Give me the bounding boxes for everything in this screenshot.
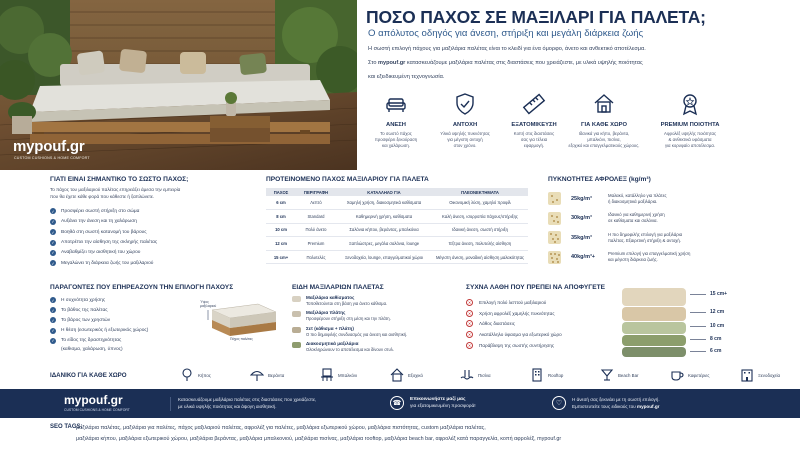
- building-icon: [530, 368, 544, 382]
- x-circle-icon: ✕: [467, 331, 472, 337]
- cushion-diagram: [200, 296, 280, 346]
- intro-line-3: και εξειδικευμένη τεχνογνωσία.: [368, 74, 445, 80]
- space-item: [250, 368, 308, 382]
- footer-text: Κατασκευάζουμε μαξιλάρια παλέτας στις διαστάσεις που χρειάζεστε,: [178, 397, 317, 402]
- table-cell: 10 cm: [266, 223, 296, 237]
- feature-desc: προσφέρει ξεκούραση: [374, 137, 418, 143]
- heart-icon: ♡: [552, 396, 566, 410]
- list-item: [466, 308, 626, 319]
- table-row: [266, 223, 528, 237]
- list-item-text: Βοηθά στη σωστή κατανομή του βάρους: [61, 229, 147, 235]
- types-list: [292, 295, 452, 353]
- feature-customization: [500, 92, 568, 150]
- table-cell: Ξαπλώστρες, μεγάλα σαλόνια, lounge: [336, 237, 432, 251]
- list-item-text: Λάθος διαστάσεις: [479, 321, 515, 327]
- space-label: Μπαλκόνι: [338, 372, 358, 378]
- footer-text-part: Εμπιστευτείτε τους ειδικούς του: [572, 404, 637, 409]
- list-item: [292, 295, 452, 306]
- pool-icon: [460, 368, 474, 382]
- cocktail-icon: [600, 368, 614, 382]
- stack-layer: [622, 347, 686, 357]
- list-item-text: Προσφέρει σωστή στήριξη στο σώμα: [61, 208, 140, 214]
- table-cell: Standard: [296, 210, 336, 224]
- table-cell: Έξτρα άνεση, πολυτελής αίσθηση: [432, 237, 528, 251]
- stack-layer: [622, 322, 686, 334]
- table-cell: Καθημερινή χρήση, καθίσματα: [336, 210, 432, 224]
- type-name: Διακοσμητικά μαξιλάρια: [306, 341, 359, 347]
- why-section: [50, 176, 250, 269]
- table-heading: ΠΡΟΤΕΙΝΟΜΕΝΟ ΠΑΧΟΣ ΜΑΞΙΛΑΡΙΟΥ ΓΙΑ ΠΑΛΕΤΑ: [266, 176, 429, 183]
- feature-desc: Αφρολέξ υψηλής ποιότητας: [663, 131, 717, 136]
- feature-title: ΕΞΑΤΟΜΙΚΕΥΣΗ: [511, 122, 557, 128]
- foam-desc: [608, 193, 667, 205]
- feature-title: ΓΙΑ ΚΑΘΕ ΧΩΡΟ: [581, 122, 627, 128]
- footer-text: Η άνεσή σας ξεκινάει με τη σωστή επιλογή.: [572, 397, 660, 402]
- feature-durability: [431, 92, 499, 150]
- type-desc: Ολοκληρώνουν το αποτέλεσμα και δίνουν στυλ.: [306, 347, 394, 353]
- table-cell: 6 cm: [266, 196, 296, 210]
- space-item: [320, 368, 378, 382]
- foam-row: [548, 189, 744, 209]
- list-item: [50, 217, 250, 227]
- mistakes-section: [466, 284, 626, 350]
- type-name: Μαξιλάρια καθίσματος: [306, 295, 355, 300]
- space-label: Ξενοδοχεία: [758, 372, 780, 378]
- seo-line: μαξιλάρια κήπου, μαξιλάρια εξωτερικού χώρου, μαξιλάρια βεράντας, μαξιλάρια μπαλκονιού, μαξιλάρια πισίνας, μαξιλάρια rooftop, μαξιλάρια beach bar, αφρολέξ κατά παραγγελία, κοπή αφρολέξ, mypouf.gr: [76, 436, 562, 442]
- type-desc: Τοποθετούνται στη βάση για άνετο κάθισμα.: [306, 301, 388, 306]
- feature-desc: Κοπή στις διαστάσεις: [513, 131, 555, 136]
- list-item-text: Ακατάλληλο ύφασμα για εξωτερικό χώρο: [479, 331, 562, 337]
- table-header-row: [266, 188, 528, 196]
- intro-brand: mypouf.gr: [378, 60, 406, 66]
- foam-desc: [608, 232, 682, 244]
- list-item-text: Η συχνότητα χρήσης: [61, 297, 106, 303]
- page-title: ΠΟΣΟ ΠΑΧΟΣ ΣΕ ΜΑΞΙΛΑΡΙ ΓΙΑ ΠΑΛΕΤΑ;: [366, 7, 706, 27]
- seat-cushion-icon: [292, 296, 301, 302]
- check-icon: ✓: [51, 317, 55, 323]
- spaces-row: [50, 368, 780, 388]
- tree-icon: [180, 368, 194, 382]
- foam-desc-line: Μαλακό, κατάλληλο για πλάτες: [608, 192, 667, 198]
- couch-icon: [384, 92, 408, 116]
- stack-layer: [622, 288, 686, 306]
- stack-label: 12 cm: [710, 309, 725, 315]
- feature-comfort: [362, 92, 430, 150]
- space-item: [740, 368, 798, 382]
- feature-desc: Ιδανικά για κήπο, βεράντα,: [578, 131, 630, 136]
- shield-check-icon: [453, 92, 477, 116]
- award-icon: [678, 92, 702, 116]
- table-row: [266, 250, 528, 264]
- types-section: [292, 284, 452, 357]
- space-label: Rooftop: [548, 372, 564, 378]
- foam-density-section: [548, 176, 744, 267]
- check-icon: ✓: [51, 260, 55, 266]
- foam-row: [548, 228, 744, 248]
- phone-icon: ☎: [390, 396, 404, 410]
- table-cell: Πολύ άνετο: [296, 223, 336, 237]
- table-cell: Ιδανική άνεση, σωστή στήριξη: [432, 223, 528, 237]
- foam-desc-line: Ιδανικό για καθημερινή χρήση: [608, 212, 665, 218]
- x-circle-icon: ✕: [467, 299, 472, 305]
- spaces-list: [180, 368, 798, 382]
- list-item: [466, 340, 626, 351]
- mistakes-heading: ΣΥΧΝΑ ΛΑΘΗ ΠΟΥ ΠΡΕΠΕΙ ΝΑ ΑΠΟΦΥΓΕΤΕ: [466, 284, 606, 291]
- space-item: [390, 368, 448, 382]
- seo-line: μαξιλάρια παλέτας, μαξιλάρια για παλέτες, πάχος μαξιλαριού παλέτας, αφρολέξ για παλέτες, μαξιλάρια εξωτερικού χώρου, μαξιλάρια πιστότητας, custom μαξιλάρια παλέτας,: [76, 425, 486, 431]
- space-item: [530, 368, 588, 382]
- table-header: ΠΛΕΟΝΕΚΤΗΜΑΤΑ: [432, 188, 528, 196]
- pallet-label: Πάχος παλέτας: [230, 337, 253, 341]
- footer-text: με υλικά υψηλής ποιότητας και άψογη αισθητική.: [178, 404, 277, 409]
- hero-brand: mypouf.gr: [13, 138, 85, 155]
- stack-layer: [622, 307, 686, 321]
- table-cell: 12 cm: [266, 237, 296, 251]
- list-item: [50, 206, 250, 216]
- list-item-extra: (καθισμα, χαλάρωση, ύπνος): [61, 347, 123, 353]
- back-cushion-icon: [292, 311, 301, 317]
- intro-line-1: Η σωστή επιλογή πάχους για μαξιλάρια παλέτας είναι το κλειδί για ένα όμορφο, άνετο και ανθεκτικό αποτέλεσμα.: [368, 46, 646, 52]
- space-item: [600, 368, 658, 382]
- hero-tagline: CUSTOM CUSHIONS & HOME COMFORT: [14, 156, 90, 160]
- x-circle-icon: ✕: [467, 342, 472, 348]
- thickness-table: [266, 188, 528, 264]
- list-item-text: Αποτρέπει την αίσθηση της σκληρής παλέτας: [61, 240, 158, 246]
- feature-title: PREMIUM ΠΟΙΟΤΗΤΑ: [660, 122, 720, 128]
- hotel-icon: [740, 368, 754, 382]
- balcony-icon: [320, 368, 334, 382]
- foam-desc-line: Η πιο δημοφιλής επιλογή για μαξιλάρια: [608, 231, 683, 237]
- footer-bar: [0, 389, 800, 418]
- check-icon: ✓: [51, 307, 55, 313]
- check-icon: ✓: [51, 240, 55, 246]
- types-heading: ΕΙΔΗ ΜΑΞΙΛΑΡΙΩΝ ΠΑΛΕΤΑΣ: [292, 284, 384, 291]
- seo-label: SEO TAGS:: [50, 424, 83, 430]
- space-label: Εξοχικό: [408, 372, 423, 378]
- foam-desc-line: σε καθίσματα και σαλόνια.: [608, 218, 658, 224]
- feature-title: ΑΝΕΣΗ: [386, 122, 406, 128]
- list-item: [292, 310, 452, 321]
- foam-value: 25kg/m³: [571, 195, 592, 202]
- foam-swatch-icon: [548, 231, 561, 244]
- type-desc: Προσφέρουν στήριξη στη μέση και την πλάτη.: [306, 316, 391, 322]
- list-item: [466, 297, 626, 308]
- check-icon: ✓: [51, 229, 55, 235]
- footer-contact-sub: για εξατομικευμένη προσφορά!: [410, 404, 476, 409]
- table-cell: Οικονομική λύση, χαμηλό προφίλ: [432, 196, 528, 210]
- foam-value: 30kg/m³: [571, 215, 592, 222]
- intro-text: κατασκευάζουμε μαξιλάρια παλέτας στις διαστάσεις που χρειάζεστε, με υλικά υψηλής ποιότητας: [405, 60, 643, 66]
- feature-desc: μπαλκόνι, πισίνα,: [587, 137, 621, 143]
- table-cell: Premium: [296, 237, 336, 251]
- ruler-icon: [522, 92, 546, 116]
- cushion-height-label: Ύψος μαξιλαριού: [200, 300, 217, 308]
- footer-brand: mypouf.gr: [64, 393, 123, 407]
- list-item: [292, 326, 452, 337]
- why-bullets: [50, 206, 250, 268]
- list-item-text: Αυξάνει την άνεση και τη χαλάρωση: [61, 219, 137, 225]
- table-cell: Σαλόνια κήπου, βεράντας, μπαλκόνια: [336, 223, 432, 237]
- x-circle-icon: ✕: [467, 321, 472, 327]
- why-text: Το πάχος του μαξιλαριού παλέτας επηρεάζει άμεσα την εμπειρία: [50, 187, 181, 192]
- feature-title: ΑΝΤΟΧΗ: [452, 122, 478, 128]
- table-cell: Καλή άνεση, ισορροπία πάχους/στήριξης: [432, 210, 528, 224]
- feature-desc: εξοχικό και επαγγελματικούς χώρους.: [568, 143, 640, 149]
- coffee-icon: [670, 368, 684, 382]
- table-header: ΚΑΤΑΛΛΗΛΟ ΓΙΑ: [336, 188, 432, 196]
- table-header: ΠΑΧΟΣ: [266, 188, 296, 196]
- check-icon: ✓: [51, 338, 55, 344]
- x-circle-icon: ✕: [467, 310, 472, 316]
- feature-desc: σας για τέλεια: [520, 137, 548, 143]
- footer-text: [572, 404, 659, 409]
- list-item-text: Το βάρος των χρηστών: [61, 317, 111, 323]
- stack-label: 15 cm+: [710, 291, 728, 297]
- stack-label: 10 cm: [710, 323, 725, 329]
- foam-desc: [608, 212, 665, 224]
- table-cell: 15 cm+: [266, 250, 296, 264]
- feature-desc: & ανθεκτικά υφάσματα: [668, 137, 712, 143]
- footer-tagline: CUSTOM CUSHIONS & HOME COMFORT: [64, 408, 130, 412]
- space-label: Πισίνα: [478, 372, 491, 378]
- list-item-text: Μεγαλώνει τη διάρκεια ζωής του μαξιλαριού: [61, 260, 154, 266]
- foam-swatch-icon: [548, 192, 561, 205]
- type-desc: Ο πιο δημοφιλής συνδυασμός για άνεση και αισθητική.: [306, 331, 408, 337]
- table-cell: Πολυτελές: [296, 250, 336, 264]
- list-item: [50, 248, 250, 258]
- stack-label: 8 cm: [710, 336, 722, 342]
- why-text: που θα έχετε κάθε φορά που κάθεστε ή ξαπλώνετε.: [50, 193, 155, 199]
- mistakes-list: [466, 297, 626, 350]
- why-heading: ΓΙΑΤΙ ΕΙΝΑΙ ΣΗΜΑΝΤΙΚΟ ΤΟ ΣΩΣΤΟ ΠΑΧΟΣ;: [50, 176, 189, 183]
- foam-desc-line: ή διακοσμητικά μαξιλάρια.: [608, 198, 658, 204]
- list-item: [292, 341, 452, 352]
- footer-text-brand: mypouf.gr: [636, 404, 660, 409]
- space-item: [180, 368, 238, 382]
- house-icon: [390, 368, 404, 382]
- foam-desc: [608, 251, 690, 263]
- foam-value: 40kg/m³+: [571, 254, 595, 261]
- table-row: [266, 210, 528, 224]
- check-icon: ✓: [51, 208, 55, 214]
- list-item: [466, 329, 626, 340]
- check-icon: ✓: [51, 219, 55, 225]
- stack-layer: [622, 335, 686, 346]
- feature-every-space: [563, 92, 645, 150]
- list-item: [466, 318, 626, 329]
- check-icon: ✓: [51, 328, 55, 334]
- space-label: Κήπος: [198, 372, 211, 378]
- table-header: ΠΕΡΙΓΡΑΦΗ: [296, 188, 336, 196]
- space-label: Βεράντα: [268, 372, 285, 378]
- list-item: [50, 237, 250, 247]
- list-item-text: Παράβλεψη της σωστής συντήρησης: [479, 342, 555, 348]
- space-item: [670, 368, 728, 382]
- footer-contact: Επικοινωνήστε μαζί μας: [410, 397, 466, 402]
- list-item-text: Αναβαθμίζει την αισθητική του χώρου: [61, 250, 141, 256]
- foam-swatch-icon: [548, 251, 561, 264]
- list-item-text: Το είδος της δραστηριότητας: [61, 338, 122, 344]
- check-icon: ✓: [51, 250, 55, 256]
- foam-row: [548, 209, 744, 229]
- list-item-text: Επιλογή πολύ λεπτού μαξιλαριού: [479, 299, 547, 305]
- list-item-text: Το βάθος της παλέτας: [61, 307, 108, 313]
- space-label: Beach Bar: [618, 372, 639, 378]
- list-item-text: Χρήση αφρολέξ χαμηλής πυκνότητας: [479, 310, 555, 316]
- intro-line-2: [368, 60, 643, 66]
- list-item-text: Η θέση (εσωτερικός ή εξωτερικός χώρος): [61, 328, 149, 334]
- foam-swatch-icon: [548, 212, 561, 225]
- table-row: [266, 196, 528, 210]
- feature-premium: [650, 92, 730, 150]
- home-icon: [592, 92, 616, 116]
- feature-desc: και χαλάρωση.: [382, 143, 410, 149]
- foam-heading: ΠΥΚΝΟΤΗΤΕΣ ΑΦΡΟΛΕΞ (kg/m³): [548, 176, 651, 183]
- space-label: Καφετέριες: [688, 372, 710, 378]
- feature-desc: Υλικά υψηλής πυκνότητας: [440, 131, 490, 136]
- space-item: [460, 368, 518, 382]
- thickness-stack: [622, 288, 742, 364]
- table-cell: Μέγιστη άνεση, μοναδική αίσθηση μαλακότητας: [432, 250, 528, 264]
- intro-text: Στο: [368, 60, 378, 66]
- thickness-table-section: [266, 176, 528, 264]
- feature-desc: για μέγιστη αντοχή: [447, 137, 483, 143]
- umbrella-icon: [250, 368, 264, 382]
- feature-desc: Το σωστό πάχος: [380, 131, 412, 136]
- feature-desc: για κορυφαίο αποτέλεσμα.: [664, 143, 716, 149]
- foam-row: [548, 248, 744, 268]
- table-cell: Ξενοδοχεία, lounge, επαγγελματικοί χώροι: [336, 250, 432, 264]
- feature-desc: εφαρμογή.: [523, 143, 545, 149]
- foam-desc-line: και μέγιστη διάρκεια ζωής.: [608, 257, 658, 263]
- foam-value: 35kg/m³: [571, 234, 592, 241]
- page-subtitle: Ο απόλυτος οδηγός για άνεση, στήριξη και μεγάλη διάρκεια ζωής: [368, 28, 644, 39]
- table-row: [266, 237, 528, 251]
- foam-desc-line: Premium επιλογή για επαγγελματική χρήση: [608, 251, 691, 257]
- list-item: [50, 227, 250, 237]
- type-name: Σετ (κάθισμα + πλάτη): [306, 325, 354, 331]
- factors-heading: ΠΑΡΑΓΟΝΤΕΣ ΠΟΥ ΕΠΗΡΕΑΖΟΥΝ ΤΗΝ ΕΠΙΛΟΓΗ ΠΑΧΟΥΣ: [50, 284, 234, 291]
- foam-desc-line: παλέτας. Εξαιρετική στήριξη & αντοχή.: [608, 237, 681, 243]
- hero-photo: [0, 0, 357, 170]
- table-cell: Λεπτό: [296, 196, 336, 210]
- decor-pillow-icon: [292, 342, 301, 348]
- type-name: Μαξιλάρια πλάτης: [306, 310, 346, 316]
- table-cell: 8 cm: [266, 210, 296, 224]
- feature-desc: στον χρόνο.: [453, 143, 477, 149]
- foam-list: [548, 189, 744, 267]
- spaces-heading: ΙΔΑΝΙΚΟ ΓΙΑ ΚΑΘΕ ΧΩΡΟ: [50, 372, 127, 379]
- cushion-set-icon: [292, 327, 301, 333]
- list-item: [50, 258, 250, 268]
- table-cell: Χαμηλή χρήση, διακοσμητικά καθίσματα: [336, 196, 432, 210]
- check-icon: ✓: [51, 297, 55, 303]
- stack-label: 6 cm: [710, 348, 722, 354]
